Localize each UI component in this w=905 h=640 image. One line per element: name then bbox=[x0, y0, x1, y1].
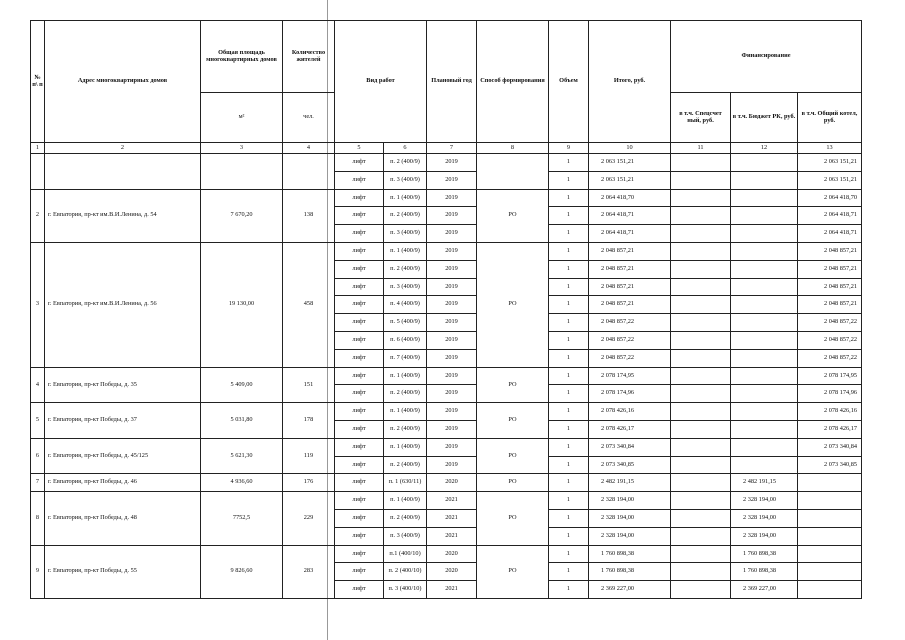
year-cell: 2019 bbox=[427, 189, 477, 207]
volume-cell: 1 bbox=[549, 509, 589, 527]
header-year: Плановый год bbox=[427, 21, 477, 143]
special-cell bbox=[671, 581, 731, 599]
residents-cell: 176 bbox=[283, 474, 335, 492]
header-financing: Финансирование bbox=[671, 21, 862, 93]
work-type-cell: лифт bbox=[335, 296, 384, 314]
common-cell: 2 073 340,84 bbox=[798, 438, 862, 456]
budget-cell: 1 760 898,38 bbox=[731, 563, 798, 581]
work-type-cell: лифт bbox=[335, 189, 384, 207]
year-cell: 2021 bbox=[427, 492, 477, 510]
header-work: Вид работ bbox=[335, 21, 427, 143]
special-cell bbox=[671, 545, 731, 563]
work-type-cell: лифт bbox=[335, 474, 384, 492]
volume-cell: 1 bbox=[549, 456, 589, 474]
total-cell: 2 064 418,71 bbox=[589, 207, 671, 225]
row-num-cell: 7 bbox=[31, 474, 45, 492]
common-cell: 2 048 857,21 bbox=[798, 296, 862, 314]
header-volume: Объем bbox=[549, 21, 589, 143]
row-num-cell: 5 bbox=[31, 403, 45, 439]
area-cell: 5 621,30 bbox=[201, 438, 283, 474]
special-cell bbox=[671, 527, 731, 545]
elevator-cell: п. 5 (400/9) bbox=[384, 314, 427, 332]
total-cell: 2 048 857,21 bbox=[589, 242, 671, 260]
work-type-cell: лифт bbox=[335, 509, 384, 527]
common-cell: 2 078 426,16 bbox=[798, 403, 862, 421]
year-cell: 2021 bbox=[427, 527, 477, 545]
special-cell bbox=[671, 456, 731, 474]
year-cell: 2019 bbox=[427, 331, 477, 349]
budget-cell: 2 482 191,15 bbox=[731, 474, 798, 492]
table-row bbox=[31, 474, 862, 492]
column-number-cell: 3 bbox=[201, 143, 283, 154]
column-number-cell: 1 bbox=[31, 143, 45, 154]
work-type-cell: лифт bbox=[335, 314, 384, 332]
address-cell: г. Евпатория, пр-кт им.В.И.Ленина, д. 56 bbox=[45, 242, 201, 367]
total-cell: 2 048 857,22 bbox=[589, 331, 671, 349]
row-num-cell: 6 bbox=[31, 438, 45, 474]
elevator-cell: п. 1 (630/11) bbox=[384, 474, 427, 492]
work-type-cell: лифт bbox=[335, 438, 384, 456]
method-cell: РО bbox=[477, 367, 549, 403]
volume-cell: 1 bbox=[549, 527, 589, 545]
elevator-cell: п. 1 (400/9) bbox=[384, 492, 427, 510]
year-cell: 2019 bbox=[427, 314, 477, 332]
common-cell: 2 048 857,22 bbox=[798, 349, 862, 367]
special-cell bbox=[671, 189, 731, 207]
column-number-cell: 8 bbox=[477, 143, 549, 154]
address-cell: г. Евпатория, пр-кт Победы, д. 37 bbox=[45, 403, 201, 439]
row-num-cell: 3 bbox=[31, 242, 45, 367]
work-type-cell: лифт bbox=[335, 242, 384, 260]
budget-cell bbox=[731, 207, 798, 225]
budget-cell bbox=[731, 420, 798, 438]
year-cell: 2019 bbox=[427, 278, 477, 296]
year-cell: 2019 bbox=[427, 420, 477, 438]
residents-cell: 119 bbox=[283, 438, 335, 474]
column-number-cell: 4 bbox=[283, 143, 335, 154]
row-num-cell bbox=[31, 154, 45, 190]
volume-cell: 1 bbox=[549, 492, 589, 510]
volume-cell: 1 bbox=[549, 581, 589, 599]
column-number-row bbox=[31, 143, 862, 154]
work-type-cell: лифт bbox=[335, 545, 384, 563]
elevator-cell: п. 7 (400/9) bbox=[384, 349, 427, 367]
work-type-cell: лифт bbox=[335, 385, 384, 403]
total-cell: 2 073 340,85 bbox=[589, 456, 671, 474]
table-row bbox=[31, 438, 862, 456]
total-cell: 2 078 174,95 bbox=[589, 367, 671, 385]
address-cell: г. Евпатория, пр-кт им.В.И.Ленина, д. 54 bbox=[45, 189, 201, 242]
year-cell: 2019 bbox=[427, 385, 477, 403]
method-cell bbox=[477, 154, 549, 190]
elevator-cell: п. 2 (400/9) bbox=[384, 260, 427, 278]
volume-cell: 1 bbox=[549, 296, 589, 314]
volume-cell: 1 bbox=[549, 385, 589, 403]
address-cell: г. Евпатория, пр-кт Победы, д. 35 bbox=[45, 367, 201, 403]
header-fin-special: в т.ч. Спецсчет ный, руб. bbox=[671, 93, 731, 143]
volume-cell: 1 bbox=[549, 403, 589, 421]
year-cell: 2021 bbox=[427, 581, 477, 599]
special-cell bbox=[671, 420, 731, 438]
budget-cell bbox=[731, 242, 798, 260]
header-fin-common: в т.ч. Общий котел, руб. bbox=[798, 93, 862, 143]
volume-cell: 1 bbox=[549, 242, 589, 260]
special-cell bbox=[671, 403, 731, 421]
table-row bbox=[31, 545, 862, 563]
column-number-cell: 13 bbox=[798, 143, 862, 154]
work-type-cell: лифт bbox=[335, 154, 384, 172]
volume-cell: 1 bbox=[549, 171, 589, 189]
common-cell bbox=[798, 509, 862, 527]
common-cell: 2 048 857,22 bbox=[798, 314, 862, 332]
common-cell: 2 078 174,95 bbox=[798, 367, 862, 385]
column-number-cell: 2 bbox=[45, 143, 201, 154]
method-cell: РО bbox=[477, 242, 549, 367]
common-cell bbox=[798, 527, 862, 545]
work-type-cell: лифт bbox=[335, 207, 384, 225]
budget-cell bbox=[731, 331, 798, 349]
volume-cell: 1 bbox=[549, 545, 589, 563]
method-cell: РО bbox=[477, 403, 549, 439]
volume-cell: 1 bbox=[549, 367, 589, 385]
volume-cell: 1 bbox=[549, 474, 589, 492]
common-cell: 2 064 418,71 bbox=[798, 225, 862, 243]
common-cell: 2 048 857,21 bbox=[798, 278, 862, 296]
row-num-cell: 9 bbox=[31, 545, 45, 598]
method-cell: РО bbox=[477, 189, 549, 242]
volume-cell: 1 bbox=[549, 314, 589, 332]
table-row bbox=[31, 154, 862, 172]
volume-cell: 1 bbox=[549, 260, 589, 278]
column-number-cell: 6 bbox=[384, 143, 427, 154]
special-cell bbox=[671, 314, 731, 332]
total-cell: 2 048 857,22 bbox=[589, 349, 671, 367]
total-cell: 2 048 857,21 bbox=[589, 260, 671, 278]
special-cell bbox=[671, 367, 731, 385]
table-row bbox=[31, 492, 862, 510]
table-row bbox=[31, 189, 862, 207]
residents-cell: 151 bbox=[283, 367, 335, 403]
work-type-cell: лифт bbox=[335, 527, 384, 545]
volume-cell: 1 bbox=[549, 278, 589, 296]
work-type-cell: лифт bbox=[335, 581, 384, 599]
budget-cell: 1 760 898,38 bbox=[731, 545, 798, 563]
total-cell: 2 078 426,17 bbox=[589, 420, 671, 438]
budget-cell bbox=[731, 225, 798, 243]
elevator-cell: п. 3 (400/9) bbox=[384, 278, 427, 296]
year-cell: 2019 bbox=[427, 242, 477, 260]
special-cell bbox=[671, 171, 731, 189]
volume-cell: 1 bbox=[549, 438, 589, 456]
header-num: № п\ п bbox=[31, 21, 45, 143]
work-type-cell: лифт bbox=[335, 456, 384, 474]
area-cell: 19 130,00 bbox=[201, 242, 283, 367]
volume-cell: 1 bbox=[549, 349, 589, 367]
common-cell: 2 063 151,21 bbox=[798, 154, 862, 172]
volume-cell: 1 bbox=[549, 154, 589, 172]
work-type-cell: лифт bbox=[335, 403, 384, 421]
column-number-cell: 12 bbox=[731, 143, 798, 154]
area-cell: 7752,5 bbox=[201, 492, 283, 545]
special-cell bbox=[671, 438, 731, 456]
total-cell: 2 078 174,96 bbox=[589, 385, 671, 403]
column-number-cell: 7 bbox=[427, 143, 477, 154]
total-cell: 2 063 151,21 bbox=[589, 171, 671, 189]
elevator-cell: п. 1 (400/9) bbox=[384, 242, 427, 260]
total-cell: 2 073 340,84 bbox=[589, 438, 671, 456]
common-cell: 2 048 857,22 bbox=[798, 331, 862, 349]
common-cell bbox=[798, 581, 862, 599]
budget-cell bbox=[731, 385, 798, 403]
year-cell: 2021 bbox=[427, 509, 477, 527]
common-cell: 2 048 857,21 bbox=[798, 242, 862, 260]
year-cell: 2020 bbox=[427, 563, 477, 581]
method-cell: РО bbox=[477, 545, 549, 598]
budget-cell: 2 328 194,00 bbox=[731, 509, 798, 527]
elevator-cell: п. 4 (400/9) bbox=[384, 296, 427, 314]
common-cell bbox=[798, 474, 862, 492]
total-cell: 2 369 227,00 bbox=[589, 581, 671, 599]
elevator-cell: п.1 (400/10) bbox=[384, 545, 427, 563]
budget-cell bbox=[731, 260, 798, 278]
volume-cell: 1 bbox=[549, 420, 589, 438]
budget-cell bbox=[731, 314, 798, 332]
header-residents: Количество жителей bbox=[283, 21, 335, 93]
row-num-cell: 2 bbox=[31, 189, 45, 242]
volume-cell: 1 bbox=[549, 189, 589, 207]
year-cell: 2019 bbox=[427, 438, 477, 456]
work-type-cell: лифт bbox=[335, 420, 384, 438]
common-cell: 2 073 340,85 bbox=[798, 456, 862, 474]
area-cell: 9 826,60 bbox=[201, 545, 283, 598]
residents-cell: 283 bbox=[283, 545, 335, 598]
common-cell: 2 048 857,21 bbox=[798, 260, 862, 278]
address-cell: г. Евпатория, пр-кт Победы, д. 55 bbox=[45, 545, 201, 598]
budget-cell: 2 369 227,00 bbox=[731, 581, 798, 599]
header-total: Итого, руб. bbox=[589, 21, 671, 143]
elevator-cell: п. 2 (400/9) bbox=[384, 509, 427, 527]
special-cell bbox=[671, 563, 731, 581]
total-cell: 2 064 418,71 bbox=[589, 225, 671, 243]
budget-cell bbox=[731, 367, 798, 385]
elevator-cell: п. 2 (400/9) bbox=[384, 154, 427, 172]
volume-cell: 1 bbox=[549, 225, 589, 243]
area-cell bbox=[201, 154, 283, 190]
method-cell: РО bbox=[477, 438, 549, 474]
total-cell: 2 078 426,16 bbox=[589, 403, 671, 421]
budget-cell bbox=[731, 349, 798, 367]
total-cell: 2 048 857,21 bbox=[589, 278, 671, 296]
year-cell: 2020 bbox=[427, 545, 477, 563]
budget-cell bbox=[731, 189, 798, 207]
work-type-cell: лифт bbox=[335, 171, 384, 189]
year-cell: 2019 bbox=[427, 367, 477, 385]
residents-cell: 138 bbox=[283, 189, 335, 242]
header-address: Адрес многоквартирных домов bbox=[45, 21, 201, 143]
work-type-cell: лифт bbox=[335, 349, 384, 367]
year-cell: 2019 bbox=[427, 225, 477, 243]
work-type-cell: лифт bbox=[335, 367, 384, 385]
method-cell: РО bbox=[477, 492, 549, 545]
total-cell: 1 760 898,38 bbox=[589, 545, 671, 563]
elevator-cell: п. 6 (400/9) bbox=[384, 331, 427, 349]
column-number-cell: 11 bbox=[671, 143, 731, 154]
special-cell bbox=[671, 349, 731, 367]
common-cell: 2 063 151,21 bbox=[798, 171, 862, 189]
special-cell bbox=[671, 331, 731, 349]
column-number-cell: 10 bbox=[589, 143, 671, 154]
special-cell bbox=[671, 492, 731, 510]
year-cell: 2019 bbox=[427, 260, 477, 278]
elevator-cell: п. 3 (400/10) bbox=[384, 581, 427, 599]
elevator-cell: п. 2 (400/9) bbox=[384, 456, 427, 474]
total-cell: 2 482 191,15 bbox=[589, 474, 671, 492]
area-cell: 5 031,80 bbox=[201, 403, 283, 439]
budget-cell bbox=[731, 278, 798, 296]
total-cell: 2 328 194,00 bbox=[589, 492, 671, 510]
volume-cell: 1 bbox=[549, 563, 589, 581]
special-cell bbox=[671, 207, 731, 225]
address-cell: г. Евпатория, пр-кт Победы, д. 45/125 bbox=[45, 438, 201, 474]
year-cell: 2019 bbox=[427, 154, 477, 172]
residents-cell: 229 bbox=[283, 492, 335, 545]
special-cell bbox=[671, 260, 731, 278]
row-num-cell: 4 bbox=[31, 367, 45, 403]
address-cell: г. Евпатория, пр-кт Победы, д. 48 bbox=[45, 492, 201, 545]
budget-cell: 2 328 194,00 bbox=[731, 492, 798, 510]
budget-cell bbox=[731, 296, 798, 314]
table-row bbox=[31, 367, 862, 385]
year-cell: 2019 bbox=[427, 349, 477, 367]
area-cell: 4 936,60 bbox=[201, 474, 283, 492]
address-cell: г. Евпатория, пр-кт Победы, д. 46 bbox=[45, 474, 201, 492]
capital-repair-table bbox=[30, 20, 862, 599]
common-cell bbox=[798, 492, 862, 510]
area-cell: 7 670,20 bbox=[201, 189, 283, 242]
elevator-cell: п. 2 (400/9) bbox=[384, 420, 427, 438]
work-type-cell: лифт bbox=[335, 563, 384, 581]
year-cell: 2019 bbox=[427, 403, 477, 421]
work-type-cell: лифт bbox=[335, 331, 384, 349]
total-cell: 2 064 418,70 bbox=[589, 189, 671, 207]
header-residents-unit: чел. bbox=[283, 93, 335, 143]
elevator-cell: п. 3 (400/9) bbox=[384, 527, 427, 545]
method-cell: РО bbox=[477, 474, 549, 492]
common-cell: 2 064 418,70 bbox=[798, 189, 862, 207]
budget-cell bbox=[731, 171, 798, 189]
work-type-cell: лифт bbox=[335, 278, 384, 296]
header-fin-budget: в т.ч. Бюджет РК, руб. bbox=[731, 93, 798, 143]
elevator-cell: п. 2 (400/9) bbox=[384, 207, 427, 225]
work-type-cell: лифт bbox=[335, 225, 384, 243]
common-cell: 2 078 174,96 bbox=[798, 385, 862, 403]
year-cell: 2019 bbox=[427, 207, 477, 225]
common-cell bbox=[798, 545, 862, 563]
volume-cell: 1 bbox=[549, 207, 589, 225]
total-cell: 2 048 857,22 bbox=[589, 314, 671, 332]
budget-cell bbox=[731, 456, 798, 474]
common-cell: 2 078 426,17 bbox=[798, 420, 862, 438]
column-number-cell: 5 bbox=[335, 143, 384, 154]
special-cell bbox=[671, 509, 731, 527]
special-cell bbox=[671, 278, 731, 296]
work-type-cell: лифт bbox=[335, 492, 384, 510]
special-cell bbox=[671, 242, 731, 260]
common-cell: 2 064 418,71 bbox=[798, 207, 862, 225]
address-cell bbox=[45, 154, 201, 190]
header-area: Общая площадь многоквартирных домов bbox=[201, 21, 283, 93]
elevator-cell: п. 3 (400/9) bbox=[384, 171, 427, 189]
elevator-cell: п. 1 (400/9) bbox=[384, 189, 427, 207]
elevator-cell: п. 1 (400/9) bbox=[384, 403, 427, 421]
total-cell: 2 328 194,00 bbox=[589, 509, 671, 527]
year-cell: 2019 bbox=[427, 296, 477, 314]
elevator-cell: п. 3 (400/9) bbox=[384, 225, 427, 243]
residents-cell: 178 bbox=[283, 403, 335, 439]
year-cell: 2019 bbox=[427, 456, 477, 474]
special-cell bbox=[671, 154, 731, 172]
row-num-cell: 8 bbox=[31, 492, 45, 545]
elevator-cell: п. 1 (400/9) bbox=[384, 438, 427, 456]
budget-cell bbox=[731, 154, 798, 172]
table-body bbox=[31, 154, 862, 599]
special-cell bbox=[671, 474, 731, 492]
column-number-cell: 9 bbox=[549, 143, 589, 154]
elevator-cell: п. 2 (400/9) bbox=[384, 385, 427, 403]
special-cell bbox=[671, 225, 731, 243]
budget-cell bbox=[731, 403, 798, 421]
volume-cell: 1 bbox=[549, 331, 589, 349]
residents-cell: 458 bbox=[283, 242, 335, 367]
area-cell: 5 409,00 bbox=[201, 367, 283, 403]
total-cell: 2 328 194,00 bbox=[589, 527, 671, 545]
budget-cell: 2 328 194,00 bbox=[731, 527, 798, 545]
special-cell bbox=[671, 296, 731, 314]
total-cell: 1 760 898,38 bbox=[589, 563, 671, 581]
header-method: Способ формирования bbox=[477, 21, 549, 143]
elevator-cell: п. 1 (400/9) bbox=[384, 367, 427, 385]
budget-cell bbox=[731, 438, 798, 456]
special-cell bbox=[671, 385, 731, 403]
elevator-cell: п. 2 (400/10) bbox=[384, 563, 427, 581]
total-cell: 2 048 857,21 bbox=[589, 296, 671, 314]
header-area-unit: м² bbox=[201, 93, 283, 143]
table-row bbox=[31, 403, 862, 421]
year-cell: 2020 bbox=[427, 474, 477, 492]
total-cell: 2 063 151,21 bbox=[589, 154, 671, 172]
work-type-cell: лифт bbox=[335, 260, 384, 278]
year-cell: 2019 bbox=[427, 171, 477, 189]
table-row bbox=[31, 242, 862, 260]
residents-cell bbox=[283, 154, 335, 190]
common-cell bbox=[798, 563, 862, 581]
